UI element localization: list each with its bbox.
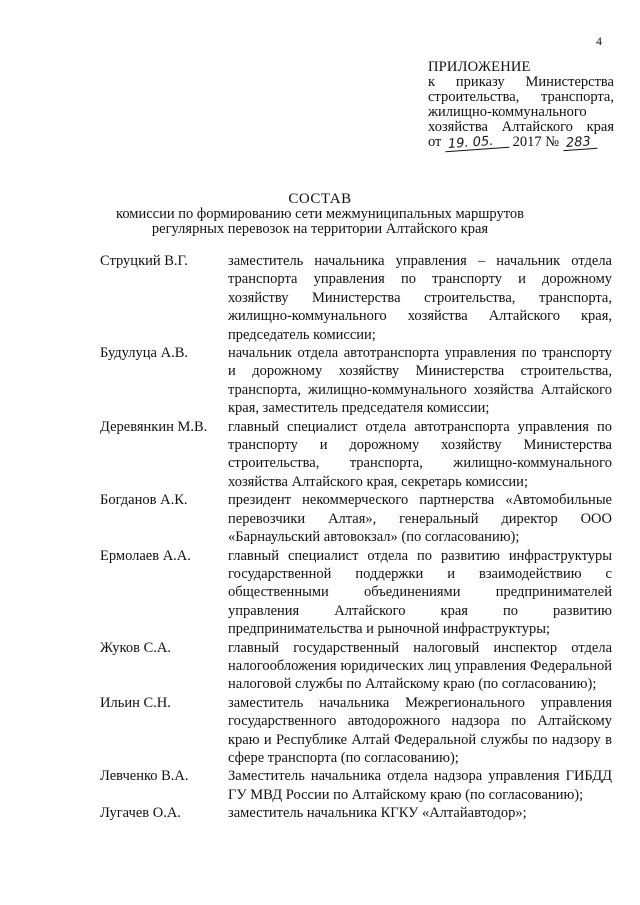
member-role: заместитель начальника управления – начальник отдела транспорта управления по транспорту и дорожному хозяйству Министерства строительства, транспорта, жилищно-коммунального хозяйства Алтайского края, председатель комиссии;: [228, 253, 612, 343]
member-row: [100, 694, 612, 768]
member-row: [100, 804, 612, 822]
appendix-title: ПРИЛОЖЕНИЕ: [428, 59, 531, 75]
heading-line-2: регулярных перевозок на территории Алтайского края: [151, 221, 489, 237]
member-role: Заместитель начальника отдела надзора управления ГИБДД ГУ МВД России по Алтайскому краю (по согласованию);: [228, 768, 612, 803]
member-role: заместитель начальника Межрегионального управления государственного автодорожного надзора по Алтайскому краю и Республике Алтай Федеральной службы по надзору в сфере транспорта (по согласованию);: [228, 694, 612, 766]
heading-line-1: комиссии по формированию сети межмуниципальных маршрутов: [116, 206, 524, 222]
member-name: Деревянкин М.В.: [100, 418, 208, 435]
member-role: президент некоммерческого партнерства «Автомобильные перевозчики Алтая», генеральный директор ООО «Барнаульский автовокзал» (по согласованию);: [228, 492, 612, 546]
member-row: [100, 418, 612, 492]
member-name: Будулуца А.В.: [100, 345, 188, 362]
appendix-line-4: хозяйства Алтайского края: [428, 119, 614, 135]
handwritten-date: 19. 05.: [445, 134, 510, 152]
appendix-line-2: строительства, транспорта,: [428, 89, 614, 105]
member-name: Ермолаев А.А.: [100, 547, 191, 564]
member-role: главный специалист отдела автотранспорта управления по транспорту и дорожному хозяйству Министерства строительства, транспорта, жилищно-коммунального хозяйства Алтайского края, секретарь комиссии;: [228, 418, 612, 490]
page-number: 4: [596, 34, 602, 48]
member-name: Жуков С.А.: [100, 639, 171, 656]
from-label: от: [428, 134, 442, 150]
member-row: [100, 547, 612, 639]
member-name: Богданов А.К.: [100, 492, 188, 509]
appendix-line-1: к приказу Министерства: [428, 74, 614, 90]
member-row: [100, 639, 612, 694]
member-role: заместитель начальника КГКУ «Алтайавтодор»;: [228, 805, 527, 822]
appendix-line-3: жилищно-коммунального: [428, 104, 587, 120]
member-role: начальник отдела автотранспорта управления по транспорту и дорожному хозяйству Министерства строительства, транспорта, жилищно-коммунального хозяйства Алтайского края, заместитель председателя комиссии;: [228, 345, 612, 417]
commission-members-list: [100, 252, 612, 823]
member-name: Ильин С.Н.: [100, 694, 171, 711]
member-role: главный специалист отдела по развитию инфраструктуры государственной поддержки и взаимодействию с общественными объединениями предпринимателей управления Алтайского края по развитию предпринимательства и рыночной инфраструктуры;: [228, 547, 612, 638]
member-role: главный государственный налоговый инспектор отдела налогообложения юридических лиц управления Федеральной налоговой службы по Алтайскому краю (по согласованию);: [228, 639, 612, 693]
member-name: Лугачев О.А.: [100, 805, 181, 822]
member-name: Левченко В.А.: [100, 768, 189, 785]
heading-title: СОСТАВ: [288, 191, 352, 207]
member-row: [100, 344, 612, 418]
handwritten-order-number: 283: [562, 135, 597, 151]
document-heading: [0, 192, 640, 237]
member-row: [100, 491, 612, 546]
appendix-block: [428, 59, 614, 153]
member-row: [100, 767, 612, 804]
order-date-row: [428, 133, 614, 153]
member-row: [100, 252, 612, 344]
order-year: 2017 №: [512, 134, 560, 150]
member-name: Струцкий В.Г.: [100, 253, 188, 269]
